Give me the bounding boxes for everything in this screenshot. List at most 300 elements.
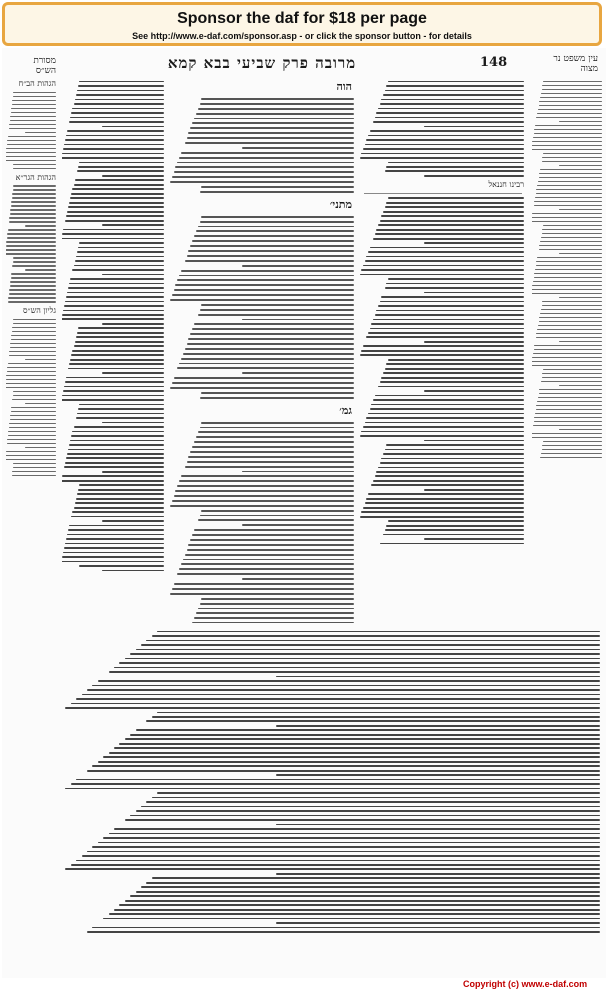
text-line: [7, 237, 56, 239]
text-line: [64, 144, 164, 146]
text-line: [71, 435, 164, 437]
text-line: [532, 145, 602, 147]
text-line: [424, 175, 524, 177]
text-line: [8, 435, 56, 437]
text-line: [360, 274, 524, 276]
text-line: [540, 241, 602, 243]
text-line: [386, 166, 524, 168]
text-line: [388, 81, 524, 83]
text-line: [13, 168, 56, 170]
text-line: [65, 707, 600, 709]
text-line: [540, 457, 602, 459]
text-line: [542, 449, 602, 451]
column-divider: [364, 193, 522, 194]
text-line: [76, 256, 164, 258]
text-line: [536, 265, 602, 267]
text-line: [559, 121, 602, 123]
text-line: [130, 653, 600, 655]
text-line: [190, 333, 354, 335]
copyright-notice: Copyright (c) www.e-daf.com: [463, 979, 588, 989]
text-line: [103, 918, 600, 920]
text-line: [194, 235, 354, 237]
text-line: [7, 443, 56, 445]
tosafot-column: [360, 78, 526, 623]
text-line: [371, 404, 524, 406]
text-line: [12, 265, 56, 267]
text-line: [64, 466, 164, 468]
text-line: [141, 886, 600, 888]
text-line: [98, 761, 600, 763]
text-line: [559, 341, 602, 343]
text-line: [66, 538, 164, 540]
text-line: [98, 680, 600, 682]
text-line: [13, 257, 56, 259]
text-line: [7, 140, 56, 142]
text-line: [378, 108, 524, 110]
text-line: [63, 148, 164, 150]
text-line: [102, 175, 164, 177]
text-line: [532, 221, 602, 223]
page-number: 148: [480, 55, 508, 70]
text-line: [198, 108, 354, 110]
text-line: [185, 348, 354, 350]
text-line: [157, 631, 600, 633]
text-line: [76, 336, 164, 338]
opening-word: הוה: [336, 80, 352, 93]
text-line: [424, 440, 524, 442]
text-line: [25, 225, 56, 227]
rashi-column: [62, 78, 166, 623]
text-line: [198, 226, 354, 228]
text-line: [11, 112, 56, 114]
text-line: [388, 359, 524, 361]
text-line: [76, 860, 600, 862]
text-line: [13, 96, 56, 98]
text-line: [375, 314, 524, 316]
text-line: [92, 685, 600, 687]
text-line: [77, 332, 164, 334]
text-line: [536, 117, 602, 119]
text-line: [559, 297, 602, 299]
text-line: [13, 185, 56, 187]
text-line: [10, 120, 56, 122]
text-line: [532, 357, 602, 359]
sponsor-subtitle[interactable]: See http://www.e-daf.com/sponsor.asp - or click the sponsor button - for details: [132, 31, 472, 41]
text-line: [375, 117, 524, 119]
text-line: [194, 323, 354, 325]
text-line: [188, 544, 354, 546]
text-line: [76, 698, 600, 700]
text-line: [87, 851, 600, 853]
text-line: [74, 345, 164, 347]
text-line: [534, 349, 602, 351]
text-line: [102, 471, 164, 473]
text-line: [368, 493, 524, 495]
text-line: [388, 278, 524, 280]
text-line: [534, 345, 602, 347]
text-line: [376, 112, 524, 114]
text-line: [70, 278, 164, 280]
text-line: [67, 211, 164, 213]
text-line: [141, 806, 600, 808]
text-line: [11, 335, 56, 337]
text-line: [385, 529, 524, 531]
text-line: [187, 343, 354, 345]
text-line: [69, 525, 164, 527]
text-line: [542, 305, 602, 307]
text-line: [559, 429, 602, 431]
text-line: [536, 405, 602, 407]
text-line: [6, 253, 56, 255]
text-line: [380, 543, 524, 545]
text-line: [6, 375, 56, 377]
text-line: [559, 385, 602, 387]
text-line: [538, 325, 602, 327]
text-line: [70, 359, 164, 361]
text-line: [370, 247, 524, 249]
text-line: [65, 139, 164, 141]
text-line: [66, 377, 164, 379]
text-line: [7, 367, 56, 369]
text-line: [424, 126, 524, 128]
sponsor-banner[interactable]: [2, 2, 602, 46]
text-line: [194, 617, 354, 619]
text-line: [63, 390, 164, 392]
text-line: [543, 81, 602, 83]
text-line: [380, 103, 524, 105]
text-line: [183, 353, 354, 355]
text-line: [542, 373, 602, 375]
text-line: [373, 238, 524, 240]
text-line: [7, 371, 56, 373]
text-line: [535, 269, 602, 271]
text-line: [65, 301, 164, 303]
text-line: [179, 275, 354, 277]
text-line: [181, 152, 354, 154]
text-line: [170, 181, 354, 183]
text-line: [152, 797, 600, 799]
text-line: [363, 507, 524, 509]
text-line: [146, 640, 600, 642]
text-line: [536, 261, 602, 263]
text-line: [65, 220, 164, 222]
text-line: [69, 283, 164, 285]
text-line: [103, 837, 600, 839]
text-line: [378, 224, 524, 226]
text-line: [109, 671, 600, 673]
text-line: [386, 85, 524, 87]
text-line: [63, 310, 164, 312]
text-line: [375, 233, 524, 235]
text-line: [62, 395, 164, 397]
text-line: [79, 565, 164, 567]
text-line: [242, 372, 354, 374]
text-line: [9, 351, 56, 353]
text-line: [542, 301, 602, 303]
text-line: [170, 505, 354, 507]
text-line: [183, 559, 354, 561]
text-line: [537, 401, 602, 403]
text-line: [130, 734, 600, 736]
text-line: [71, 703, 600, 705]
text-line: [63, 552, 164, 554]
text-line: [102, 274, 164, 276]
text-line: [185, 554, 354, 556]
text-line: [114, 747, 600, 749]
text-line: [386, 363, 524, 365]
text-line: [539, 389, 602, 391]
text-line: [187, 549, 354, 551]
text-line: [172, 294, 354, 296]
text-line: [79, 81, 164, 83]
text-line: [380, 462, 524, 464]
text-line: [9, 289, 56, 291]
text-line: [13, 164, 56, 166]
text-line: [174, 289, 354, 291]
text-line: [119, 904, 600, 906]
text-line: [75, 341, 164, 343]
text-line: [538, 181, 602, 183]
text-line: [68, 449, 164, 451]
text-line: [78, 166, 164, 168]
text-line: [11, 339, 56, 341]
text-line: [541, 309, 602, 311]
text-line: [10, 343, 56, 345]
text-line: [12, 331, 56, 333]
text-line: [381, 377, 524, 379]
text-line: [87, 770, 600, 772]
text-line: [539, 245, 602, 247]
text-line: [72, 188, 164, 190]
text-line: [136, 810, 600, 812]
text-line: [62, 556, 164, 558]
text-line: [537, 185, 602, 187]
text-line: [200, 309, 354, 311]
text-line: [119, 743, 600, 745]
text-line: [11, 277, 56, 279]
text-line: [198, 608, 354, 610]
text-line: [10, 285, 56, 287]
text-line: [8, 363, 56, 365]
text-line: [25, 447, 56, 449]
text-line: [65, 462, 164, 464]
text-line: [136, 729, 600, 731]
text-line: [152, 635, 600, 637]
text-line: [174, 495, 354, 497]
text-line: [11, 273, 56, 275]
text-line: [381, 296, 524, 298]
text-line: [13, 261, 56, 263]
text-line: [541, 237, 602, 239]
text-line: [175, 166, 354, 168]
text-line: [542, 445, 602, 447]
text-line: [66, 215, 164, 217]
text-line: [536, 333, 602, 335]
text-line: [12, 475, 56, 477]
text-line: [109, 752, 600, 754]
text-line: [534, 273, 602, 275]
text-line: [366, 139, 524, 141]
text-line: [65, 381, 164, 383]
text-line: [146, 720, 600, 722]
text-line: [383, 211, 524, 213]
text-line: [385, 170, 524, 172]
text-line: [6, 455, 56, 457]
text-line: [541, 93, 602, 95]
text-line: [62, 480, 164, 482]
text-line: [170, 299, 354, 301]
text-line: [103, 756, 600, 758]
text-line: [378, 305, 524, 307]
text-line: [424, 292, 524, 294]
text-line: [172, 382, 354, 384]
text-line: [172, 176, 354, 178]
text-line: [276, 676, 600, 678]
text-line: [125, 738, 600, 740]
text-line: [74, 103, 164, 105]
text-line: [64, 386, 164, 388]
text-line: [119, 662, 600, 664]
text-line: [532, 213, 602, 215]
text-line: [378, 386, 524, 388]
text-line: [12, 104, 56, 106]
text-line: [386, 444, 524, 446]
text-line: [10, 419, 56, 421]
ein-mishpat-heading: עין משפט נר מצוה: [553, 54, 598, 74]
text-line: [370, 328, 524, 330]
text-line: [385, 206, 524, 208]
text-line: [6, 387, 56, 389]
text-line: [360, 354, 524, 356]
text-line: [69, 444, 164, 446]
text-line: [82, 694, 600, 696]
text-line: [74, 184, 164, 186]
text-line: [11, 201, 56, 203]
text-line: [536, 193, 602, 195]
text-line: [363, 426, 524, 428]
text-line: [102, 126, 164, 128]
text-line: [242, 147, 354, 149]
text-line: [109, 833, 600, 835]
text-line: [559, 253, 602, 255]
text-line: [98, 842, 600, 844]
text-line: [196, 612, 354, 614]
text-line: [424, 341, 524, 343]
text-line: [64, 547, 164, 549]
text-line: [194, 118, 354, 120]
text-line: [543, 225, 602, 227]
text-line: [378, 467, 524, 469]
text-line: [25, 132, 56, 134]
bottom-commentary: [62, 628, 602, 970]
text-line: [383, 372, 524, 374]
text-line: [13, 92, 56, 94]
text-line: [75, 502, 164, 504]
text-line: [74, 426, 164, 428]
text-line: [72, 108, 164, 110]
text-line: [532, 365, 602, 367]
text-line: [62, 233, 164, 235]
text-line: [365, 502, 524, 504]
text-line: [62, 399, 164, 401]
text-line: [6, 451, 56, 453]
text-line: [242, 471, 354, 473]
text-line: [376, 471, 524, 473]
text-line: [366, 336, 524, 338]
text-line: [6, 160, 56, 162]
text-line: [78, 327, 164, 329]
text-line: [179, 363, 354, 365]
text-line: [76, 417, 164, 419]
text-line: [109, 913, 600, 915]
text-line: [68, 287, 164, 289]
text-line: [365, 260, 524, 262]
text-line: [69, 363, 164, 365]
text-line: [114, 667, 600, 669]
text-line: [242, 319, 354, 321]
text-line: [540, 169, 602, 171]
text-line: [380, 381, 524, 383]
text-line: [187, 461, 354, 463]
text-line: [532, 361, 602, 363]
text-line: [190, 539, 354, 541]
text-line: [175, 490, 354, 492]
text-line: [361, 511, 524, 513]
text-line: [190, 451, 354, 453]
text-line: [543, 441, 602, 443]
text-line: [12, 193, 56, 195]
text-line: [78, 85, 164, 87]
text-line: [373, 319, 524, 321]
text-line: [376, 229, 524, 231]
text-line: [13, 463, 56, 465]
text-line: [532, 285, 602, 287]
text-line: [92, 765, 600, 767]
text-line: [535, 197, 602, 199]
talmud-page: [2, 48, 606, 978]
text-line: [276, 824, 600, 826]
text-line: [87, 689, 600, 691]
text-line: [102, 372, 164, 374]
text-line: [537, 257, 602, 259]
text-line: [102, 323, 164, 325]
text-line: [74, 507, 164, 509]
text-line: [536, 409, 602, 411]
text-line: [542, 85, 602, 87]
text-line: [12, 100, 56, 102]
text-line: [201, 392, 354, 394]
text-line: [10, 281, 56, 283]
text-line: [381, 215, 524, 217]
text-line: [192, 534, 354, 536]
text-line: [12, 197, 56, 199]
text-line: [114, 828, 600, 830]
text-line: [373, 480, 524, 482]
text-line: [242, 265, 354, 267]
text-line: [66, 296, 164, 298]
text-line: [172, 500, 354, 502]
text-line: [559, 165, 602, 167]
text-line: [6, 241, 56, 243]
text-line: [72, 511, 164, 513]
text-line: [152, 877, 600, 879]
text-line: [13, 189, 56, 191]
text-line: [187, 137, 354, 139]
text-line: [542, 157, 602, 159]
text-line: [67, 453, 164, 455]
text-line: [192, 240, 354, 242]
text-line: [6, 245, 56, 247]
